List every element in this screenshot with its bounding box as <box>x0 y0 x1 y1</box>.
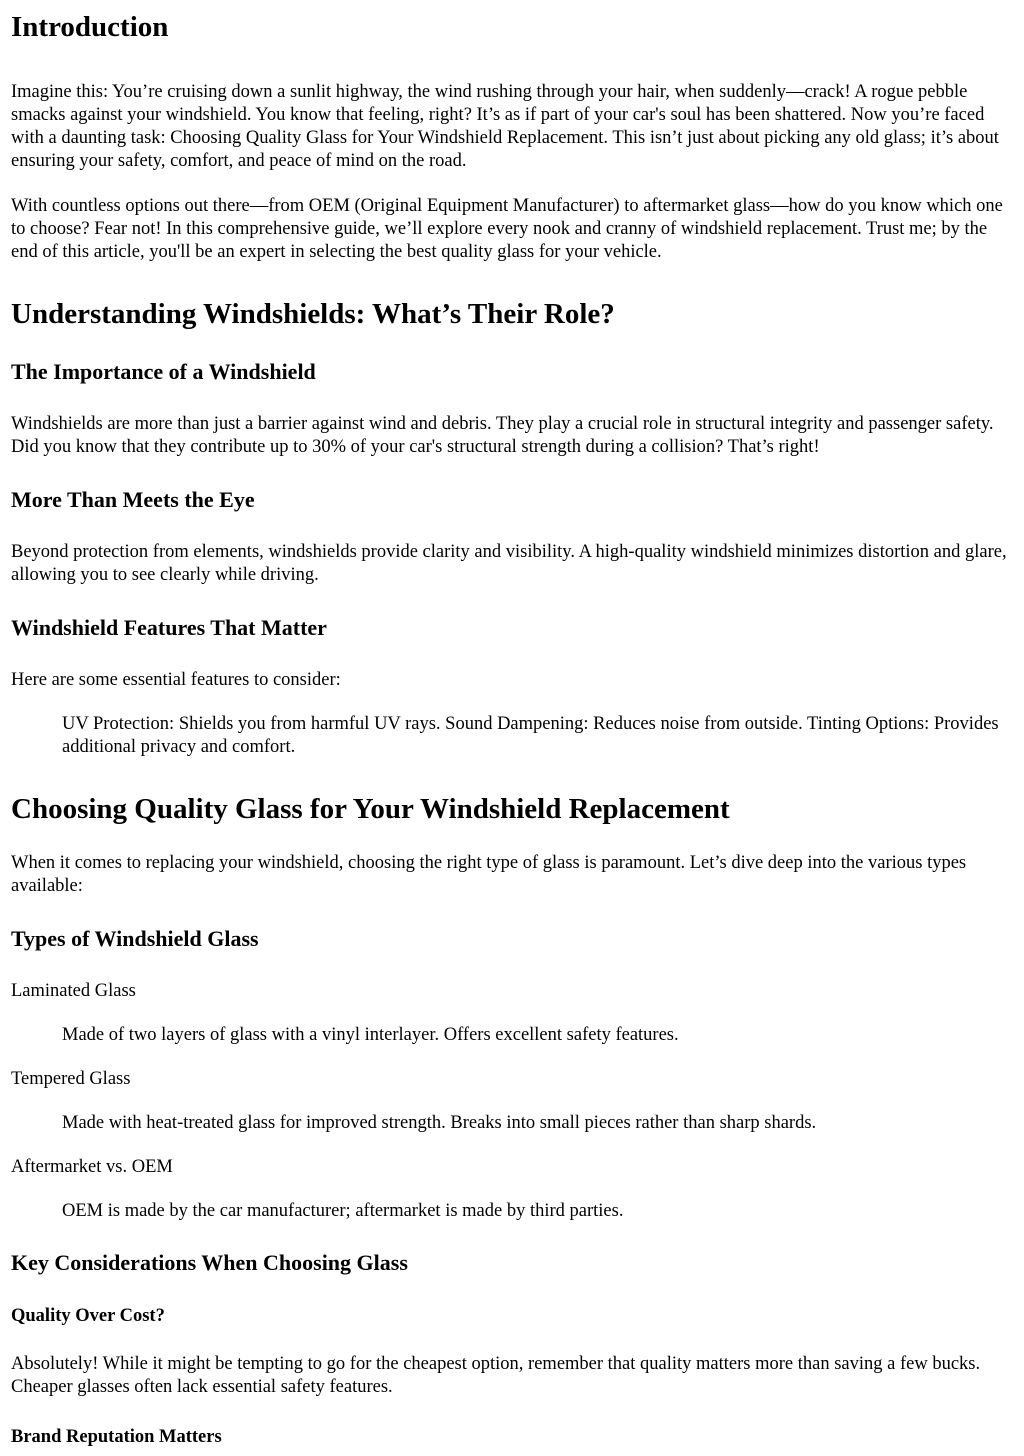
intro-paragraph-1: Imagine this: You’re cruising down a sunlit highway, the wind rushing through your hair, when suddenly—crack! A rogue pebble smacks against your windshield. You know that feeling, right? It’s as if part of your car's soul has been shattered. Now you’re faced with a daunting task: Choosing Quality Glass for Your Windshield Replacement. This isn’t just about picking any old glass; it’s about ensuring your safety, comfort, and peace of mind on the road. <box>11 82 999 171</box>
importance-heading: The Importance of a Windshield <box>11 359 316 384</box>
brand-reputation-heading: Brand Reputation Matters <box>11 1427 222 1447</box>
considerations-heading: Key Considerations When Choosing Glass <box>11 1250 408 1275</box>
more-than-meets-heading: More Than Meets the Eye <box>11 487 255 512</box>
quality-over-cost-heading: Quality Over Cost? <box>11 1306 165 1326</box>
article <box>0 10 1024 1448</box>
features-intro: Here are some essential features to consider: <box>11 670 341 690</box>
types-heading: Types of Windshield Glass <box>11 926 259 951</box>
more-than-meets-paragraph: Beyond protection from elements, windshields provide clarity and visibility. A high-quality windshield minimizes distortion and glare, allowing you to see clearly while driving. <box>11 542 1007 585</box>
features-list: UV Protection: Shields you from harmful UV rays. Sound Dampening: Reduces noise from outside. Tinting Options: Provides additional privacy and comfort. <box>62 714 999 757</box>
laminated-term: Laminated Glass <box>11 981 136 1001</box>
aftermarket-description: OEM is made by the car manufacturer; aftermarket is made by third parties. <box>62 1201 624 1221</box>
introduction-heading: Introduction <box>11 11 169 43</box>
understanding-heading: Understanding Windshields: What’s Their Role? <box>11 298 615 330</box>
tempered-description: Made with heat-treated glass for improved strength. Breaks into small pieces rather than sharp shards. <box>62 1113 817 1133</box>
features-heading: Windshield Features That Matter <box>11 615 327 640</box>
choosing-heading: Choosing Quality Glass for Your Windshield Replacement <box>11 793 730 825</box>
aftermarket-term: Aftermarket vs. OEM <box>11 1157 173 1177</box>
laminated-description: Made of two layers of glass with a vinyl interlayer. Offers excellent safety features. <box>62 1025 679 1045</box>
importance-paragraph: Windshields are more than just a barrier against wind and debris. They play a crucial role in structural integrity and passenger safety. Did you know that they contribute up to 30% of your car's structural strength during a collision? That’s right! <box>11 414 994 457</box>
intro-paragraph-2: With countless options out there—from OEM (Original Equipment Manufacturer) to aftermarket glass—how do you know which one to choose? Fear not! In this comprehensive guide, we’ll explore every nook and cranny of windshield replacement. Trust me; by the end of this article, you'll be an expert in selecting the best quality glass for your vehicle. <box>11 196 1003 262</box>
quality-paragraph: Absolutely! While it might be tempting to go for the cheapest option, remember that quality matters more than saving a few bucks. Cheaper glasses often lack essential safety features. <box>11 1354 981 1397</box>
choosing-paragraph: When it comes to replacing your windshield, choosing the right type of glass is paramount. Let’s dive deep into the various types available: <box>11 853 967 896</box>
tempered-term: Tempered Glass <box>11 1069 131 1089</box>
